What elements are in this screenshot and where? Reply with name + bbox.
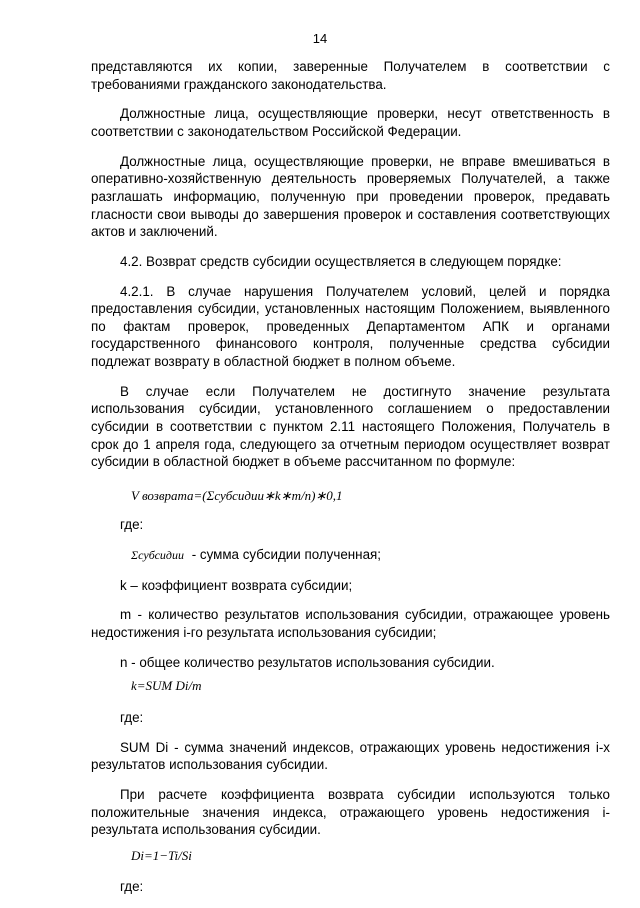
definition-sigma <box>91 546 610 565</box>
paragraph-violation: 4.2.1. В случае нарушения Получателем условий, целей и порядка предоставления субсидии, установленных настоящим Положением, выявленного по фактам проверок, проведенных Департаментом АПК и органами государственного финансового контроля, полученные средства субсидии подлежат возврату в областной бюджет в полном объеме. <box>91 283 610 370</box>
formula-k: k=SUM Di/m <box>131 678 202 694</box>
document-body <box>91 58 610 908</box>
paragraph-positive-values: При расчете коэффициента возврата субсидии используются только положительные значения индекса, отражающего уровень недостижения i-результата использования субсидии. <box>91 786 610 838</box>
paragraph-responsibility: Должностные лица, осуществляющие проверки, несут ответственность в соответствии с законодательством Российской Федерации. <box>91 106 610 139</box>
paragraph-result-not-achieved: В случае если Получателем не достигнуто значение результата использования субсидии, установленного соглашением о предоставлении субсидии в соответствии с пунктом 2.11 настоящего Положения, Получатель в срок до 1 апреля года, следующего за отчетным периодом осуществляет возврат субсидии в областной бюджет в объеме рассчитанном по формуле: <box>91 383 610 470</box>
page-number: 14 <box>312 31 328 46</box>
formula-v-return: V возврата=(Σсубсидии∗k∗m/n)∗0,1 <box>131 487 343 503</box>
formula-di: Di=1−Ti/Si <box>131 847 192 863</box>
where-label-3: где: <box>120 879 144 895</box>
definition-sigma-text: - сумма субсидии полученная; <box>191 547 381 562</box>
definition-k: k – коэффициент возврата субсидии; <box>120 577 353 593</box>
where-label-2: где: <box>120 709 144 725</box>
definition-m: m - количество результатов использования субсидии, отражающее уровень недостижения i-го результата использования субсидии; <box>91 607 610 640</box>
formula-sigma: Σсубсидии <box>131 548 184 562</box>
definition-n: n - общее количество результатов использования субсидии. <box>120 654 495 670</box>
where-label-1: где: <box>120 517 144 533</box>
paragraph-copies: представляются их копии, заверенные Получателем в соответствии с требованиями гражданского законодательства. <box>91 59 610 92</box>
paragraph-return-order: 4.2. Возврат средств субсидии осуществляется в следующем порядке: <box>120 253 562 269</box>
paragraph-no-interference: Должностные лица, осуществляющие проверки, не вправе вмешиваться в оперативно-хозяйственную деятельность проверяемых Получателей, а также разглашать информацию, полученную при проведении проверок, предавать гласности свои выводы до завершения проверок и составления соответствующих актов и заключений. <box>91 153 610 240</box>
definition-sum-di: SUM Di - сумма значений индексов, отражающих уровень недостижения i-х результатов использования субсидии. <box>91 739 610 773</box>
